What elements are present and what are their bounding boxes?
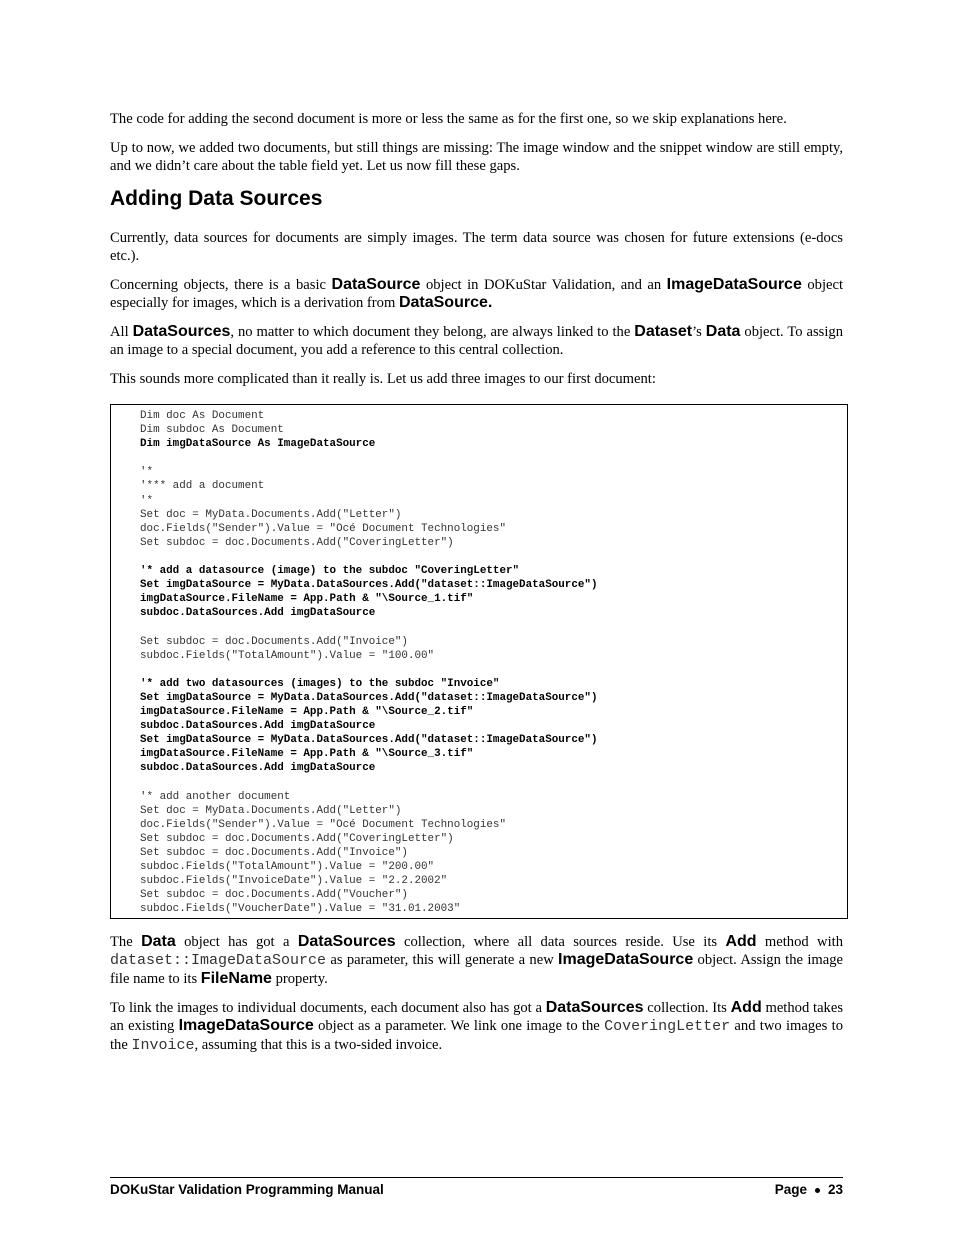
code-line: imgDataSource.FileName = App.Path & "\Source_3.tif": [140, 748, 474, 761]
code-line: imgDataSource.FileName = App.Path & "\Source_2.tif": [140, 705, 474, 718]
paragraph-data-sources: Currently, data sources for documents are simply images. The term data source was chosen for future extensions (e-docs etc.).: [110, 230, 843, 264]
code-line: doc.Fields("Sender").Value = "Océ Document Technologies": [140, 818, 506, 831]
paragraph-example-intro: This sounds more complicated than it really is. Let us add three images to our first document:: [110, 371, 656, 387]
text-run: object in DOKuStar Validation, and an: [420, 277, 667, 293]
code-line: subdoc.Fields("VoucherDate").Value = "31.01.2003": [140, 903, 461, 916]
text-run: ’s: [692, 324, 706, 340]
paragraph-data-object: [110, 933, 843, 988]
keyword-add: Add: [730, 999, 762, 1017]
keyword-imagedatasource: ImageDataSource: [178, 1017, 314, 1035]
keyword-filename: FileName: [200, 970, 272, 988]
text-run: , no matter to which document they belong, are always linked to the: [230, 324, 635, 340]
text-run: object especially for images, which is a derivation from: [110, 277, 844, 311]
code-listing: [110, 404, 848, 919]
code-line: Dim subdoc As Document: [140, 424, 284, 437]
code-line: subdoc.Fields("InvoiceDate").Value = "2.2.2002": [140, 875, 448, 888]
text-run: The: [110, 934, 142, 951]
text-run: Concerning objects, there is a basic: [110, 277, 332, 293]
code-line: subdoc.DataSources.Add imgDataSource: [140, 762, 376, 775]
text-run: and two images to the: [110, 1018, 843, 1054]
keyword-datasources: DataSources: [132, 323, 231, 340]
code-line: [140, 775, 837, 789]
keyword-datasource: DataSource: [331, 276, 421, 293]
code-line: Set doc = MyData.Documents.Add("Letter"): [140, 804, 402, 817]
text-run: method with: [756, 934, 843, 951]
code-line: [140, 620, 837, 634]
text-run: object. Assign the image file name to its: [110, 952, 843, 988]
code-line: [140, 663, 837, 677]
text-run: All: [110, 324, 133, 340]
keyword-datasources: DataSources: [545, 999, 644, 1017]
text-run: To link the images to individual documents, each document also has got a: [110, 1000, 546, 1017]
page-indicator: [775, 1182, 843, 1197]
inline-code: Invoice: [131, 1037, 195, 1055]
keyword-data: Data: [141, 933, 176, 951]
manual-title: DOKuStar Validation Programming Manual: [110, 1182, 384, 1197]
paragraph-missing-things: Up to now, we added two documents, but still things are missing: The image window and the snippet window are still empty, and we didn’t care about the table field yet. Let us now fill these gaps.: [110, 140, 843, 174]
text-run: method takes an existing: [110, 1000, 843, 1035]
code-line: Dim imgDataSource As ImageDataSource: [140, 438, 376, 451]
code-line: subdoc.DataSources.Add imgDataSource: [140, 720, 376, 733]
paragraph-intro: The code for adding the second document is more or less the same as for the first one, so we skip explanations here.: [110, 111, 787, 127]
keyword-imagedatasource: ImageDataSource: [558, 951, 694, 969]
page-label: Page: [774, 1182, 807, 1197]
code-line: Set imgDataSource = MyData.DataSources.Add("dataset::ImageDataSource"): [140, 579, 598, 592]
code-line: subdoc.DataSources.Add imgDataSource: [140, 607, 376, 620]
text-run: property.: [271, 971, 328, 988]
text-run: collection. Its: [643, 1000, 731, 1017]
text-run: as parameter, this will generate a new: [326, 952, 559, 969]
code-line: '*** add a document: [140, 480, 265, 493]
code-line: '*: [140, 494, 154, 507]
text-run: object has got a: [175, 934, 298, 951]
text-run: object as a parameter. We link one image to the: [313, 1018, 605, 1035]
code-line: subdoc.Fields("TotalAmount").Value = "200.00": [140, 861, 435, 873]
code-line: '* add two datasources (images) to the subdoc "Invoice": [140, 677, 500, 690]
paragraph-objects: [110, 276, 843, 312]
inline-code: CoveringLetter: [604, 1018, 731, 1036]
code-line: Dim doc As Document: [140, 410, 265, 422]
code-line: Set subdoc = doc.Documents.Add("Voucher"): [140, 889, 408, 902]
code-line: Set subdoc = doc.Documents.Add("CoveringLetter"): [140, 832, 454, 845]
code-line: [140, 550, 837, 564]
code-line: Set imgDataSource = MyData.DataSources.Add("dataset::ImageDataSource"): [140, 691, 598, 704]
code-line: Set subdoc = doc.Documents.Add("Invoice"): [140, 846, 408, 859]
keyword-dataset: Dataset: [634, 323, 693, 340]
page-content: [110, 110, 843, 1066]
keyword-datasource: DataSource.: [398, 294, 493, 311]
code-line: imgDataSource.FileName = App.Path & "\Source_1.tif": [140, 593, 474, 606]
code-line: '* add a datasource (image) to the subdoc "CoveringLetter": [140, 565, 520, 578]
text-run: , assuming that this is a two-sided invoice.: [194, 1037, 443, 1054]
paragraph-linking: [110, 323, 843, 359]
code-line: '*: [140, 466, 154, 479]
keyword-add: Add: [725, 933, 757, 951]
keyword-imagedatasource: ImageDataSource: [666, 276, 802, 293]
bullet-icon: [815, 1188, 820, 1193]
code-line: doc.Fields("Sender").Value = "Océ Document Technologies": [140, 522, 506, 535]
paragraph-link-images: [110, 999, 843, 1055]
text-run: object. To assign an image to a special document, you add a reference to this central collection.: [110, 324, 844, 358]
page-footer: [110, 1177, 843, 1197]
keyword-data: Data: [705, 323, 741, 340]
keyword-datasources: DataSources: [297, 933, 396, 951]
section-heading: Adding Data Sources: [110, 187, 323, 210]
code-line: Set doc = MyData.Documents.Add("Letter"): [140, 508, 402, 521]
text-run: collection, where all data sources reside. Use its: [395, 934, 726, 951]
code-line: [140, 451, 837, 465]
code-line: Set imgDataSource = MyData.DataSources.Add("dataset::ImageDataSource"): [140, 734, 598, 747]
code-line: Set subdoc = doc.Documents.Add("CoveringLetter"): [140, 536, 454, 549]
code-line: subdoc.Fields("TotalAmount").Value = "100.00": [140, 649, 435, 662]
page-number: 23: [827, 1182, 843, 1197]
code-line: Set subdoc = doc.Documents.Add("Invoice"): [140, 635, 408, 648]
inline-code: dataset::ImageDataSource: [110, 952, 327, 970]
code-line: '* add another document: [140, 790, 291, 803]
